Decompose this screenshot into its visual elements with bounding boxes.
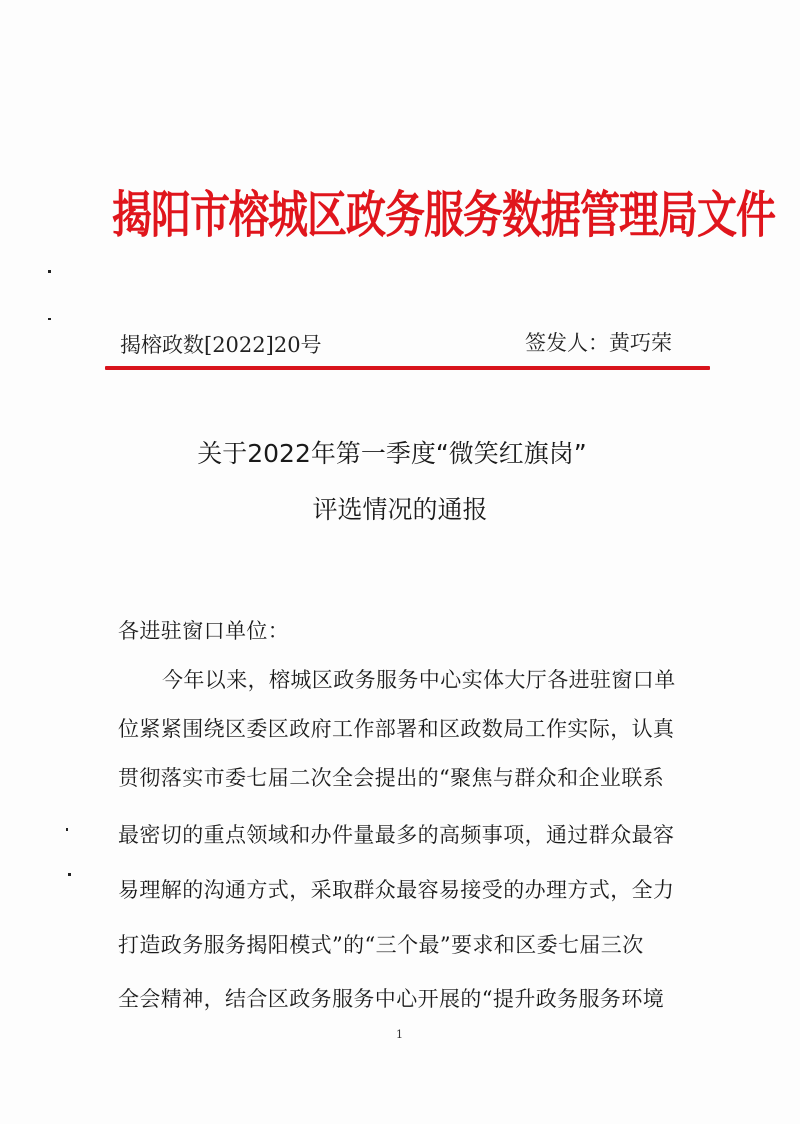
body-line: 易理解的沟通方式，采取群众最容易接受的办理方式，全力 <box>118 878 675 902</box>
body-line: 全会精神，结合区政务服务中心开展的“提升政务服务环境 <box>118 987 665 1011</box>
body-line: 今年以来，榕城区政务服务中心实体大厅各进驻窗口单 <box>162 668 676 692</box>
body-line: 位紧紧围绕区委区政府工作部署和区政数局工作实际，认真 <box>118 717 675 741</box>
signer-label: 签发人： <box>525 331 609 355</box>
scan-speck-mark <box>48 318 51 320</box>
body-line: 最密切的重点领域和办件量最多的高频事项，通过群众最容 <box>118 823 675 847</box>
body-line: 打造政务服务揭阳模式”的“三个最”要求和区委七届三次 <box>118 933 644 957</box>
scan-speck-mark <box>66 828 68 831</box>
signer-name: 黄巧荣 <box>609 331 672 355</box>
scan-speck-mark <box>68 873 71 876</box>
issuer-header: 揭阳市榕城区政务服务数据管理局文件 <box>112 185 775 245</box>
salutation: 各进驻窗口单位： <box>118 619 290 643</box>
red-separator-rule <box>105 366 710 370</box>
page-number: 1 <box>396 1028 403 1041</box>
signer <box>525 328 672 358</box>
document-number: 揭榕政数[2022]20号 <box>120 333 322 357</box>
document-title-line-2: 评选情况的通报 <box>312 495 488 524</box>
scan-speck-mark <box>48 270 51 273</box>
document-title-line-1: 关于2022年第一季度“微笑红旗岗” <box>197 439 587 468</box>
body-line: 贯彻落实市委七届二次全会提出的“聚焦与群众和企业联系 <box>118 766 665 790</box>
